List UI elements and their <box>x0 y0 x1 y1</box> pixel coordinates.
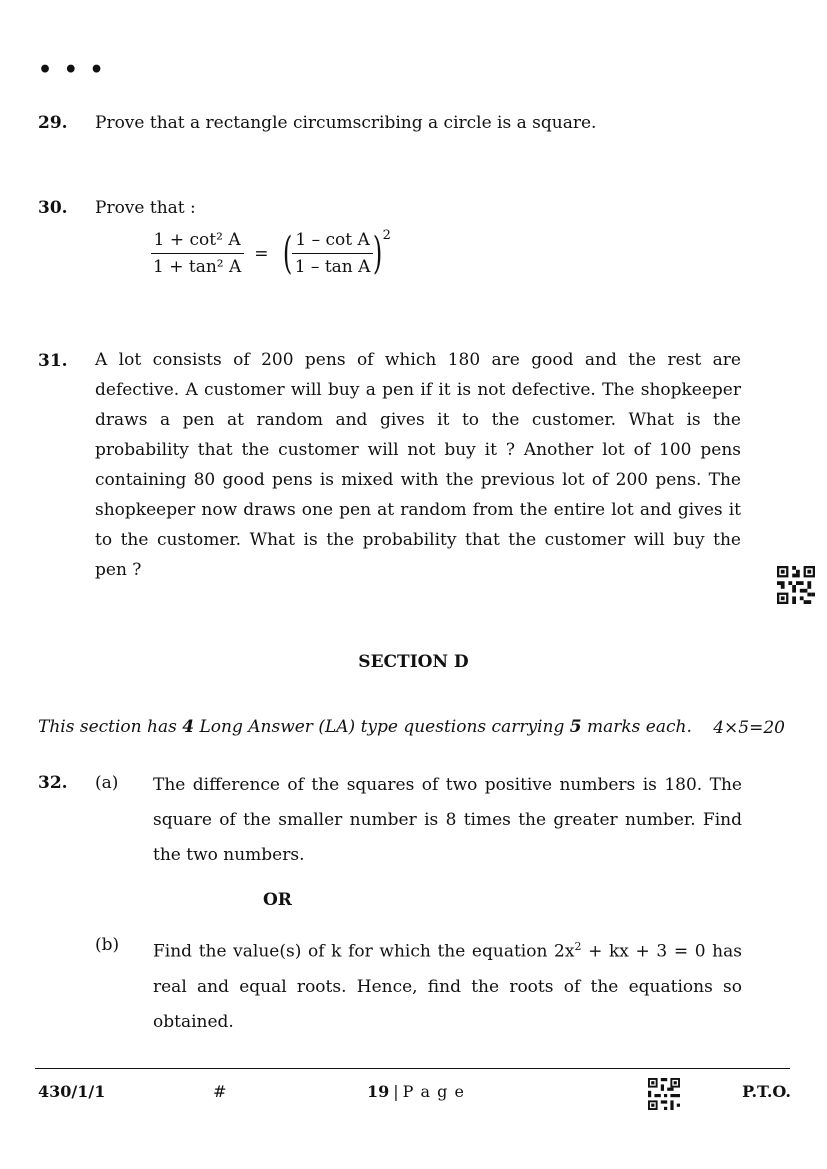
page-separator: | <box>393 1082 399 1101</box>
q31-line: containing 80 good pens is mixed with the previous lot of 200 pens. The <box>95 470 741 490</box>
section-desc-count: 4 <box>182 717 195 737</box>
question-number-30: 30. <box>38 198 68 218</box>
footer-hash: # <box>213 1082 227 1101</box>
qr-code-icon <box>776 566 816 604</box>
section-desc-marks: 5 <box>569 717 582 737</box>
q31-line: pen ? <box>95 560 142 580</box>
paper-code: 430/1/1 <box>38 1082 106 1101</box>
header-dots: • • • <box>38 57 106 83</box>
right-paren: ) <box>373 227 383 279</box>
or-separator: OR <box>263 890 292 910</box>
section-title: SECTION D <box>358 652 469 672</box>
lhs-denominator: 1 + tan² A <box>153 257 242 277</box>
page-indicator <box>367 1082 465 1101</box>
rhs-exponent: 2 <box>382 228 391 243</box>
section-marks-total: 4×5=20 <box>713 718 785 738</box>
q31-line: draws a pen at random and gives it to the customer. What is the <box>95 410 741 430</box>
rhs-denominator: 1 – tan A <box>294 257 371 277</box>
q31-line: A lot consists of 200 pens of which 180 are good and the rest are <box>95 350 741 370</box>
q32a-line: The difference of the squares of two positive numbers is 180. The <box>153 775 742 795</box>
lhs-numerator: 1 + cot² A <box>151 230 244 254</box>
q32b-line: real and equal roots. Hence, find the roots of the equations so <box>153 976 742 997</box>
left-paren: ( <box>282 227 292 279</box>
question-number-32: 32. <box>38 773 68 793</box>
section-desc-pre: This section has <box>38 717 183 737</box>
q32b-line1-pre: Find the value(s) of k for which the equation 2x <box>153 941 575 962</box>
page-word: P a g e <box>402 1082 465 1101</box>
rhs-numerator: 1 – cot A <box>292 230 372 254</box>
q32-part-b-text <box>153 929 742 1040</box>
q32a-line: the two numbers. <box>153 845 305 865</box>
please-turn-over: P.T.O. <box>742 1082 791 1101</box>
section-desc-post: marks each. <box>581 717 692 737</box>
footer-qr-code-icon <box>648 1078 680 1110</box>
q32b-line: obtained. <box>153 1011 234 1032</box>
q32b-line1-post: + kx + 3 = 0 has <box>581 941 742 962</box>
q32-part-a-label: (a) <box>95 773 119 793</box>
page-number: 19 <box>367 1082 390 1101</box>
footer-divider <box>35 1068 790 1069</box>
q32b-exponent: 2 <box>574 940 582 953</box>
question-number-29: 29. <box>38 113 68 133</box>
question-29-text: Prove that a rectangle circumscribing a circle is a square. <box>95 113 597 133</box>
q31-line: probability that the customer will not buy it ? Another lot of 100 pens <box>95 440 741 460</box>
q31-line: defective. A customer will buy a pen if it is not defective. The shopkeeper <box>95 380 741 400</box>
question-30-intro: Prove that : <box>95 198 196 218</box>
q32-part-a-text <box>153 768 742 873</box>
section-desc-mid: Long Answer (LA) type questions carrying <box>194 717 570 737</box>
q31-line: to the customer. What is the probability that the customer will buy the <box>95 530 741 550</box>
question-30-equation <box>150 227 391 279</box>
q32-part-b-label: (b) <box>95 935 120 955</box>
section-description <box>38 717 692 737</box>
q31-line: shopkeeper now draws one pen at random from the entire lot and gives it <box>95 500 741 520</box>
question-number-31: 31. <box>38 351 68 371</box>
q32a-line: square of the smaller number is 8 times the greater number. Find <box>153 810 742 830</box>
lhs-fraction <box>150 230 244 277</box>
question-31-text <box>95 345 741 585</box>
rhs-fraction <box>292 230 374 277</box>
q32b-line <box>153 929 742 970</box>
equals-sign: = <box>254 243 269 264</box>
